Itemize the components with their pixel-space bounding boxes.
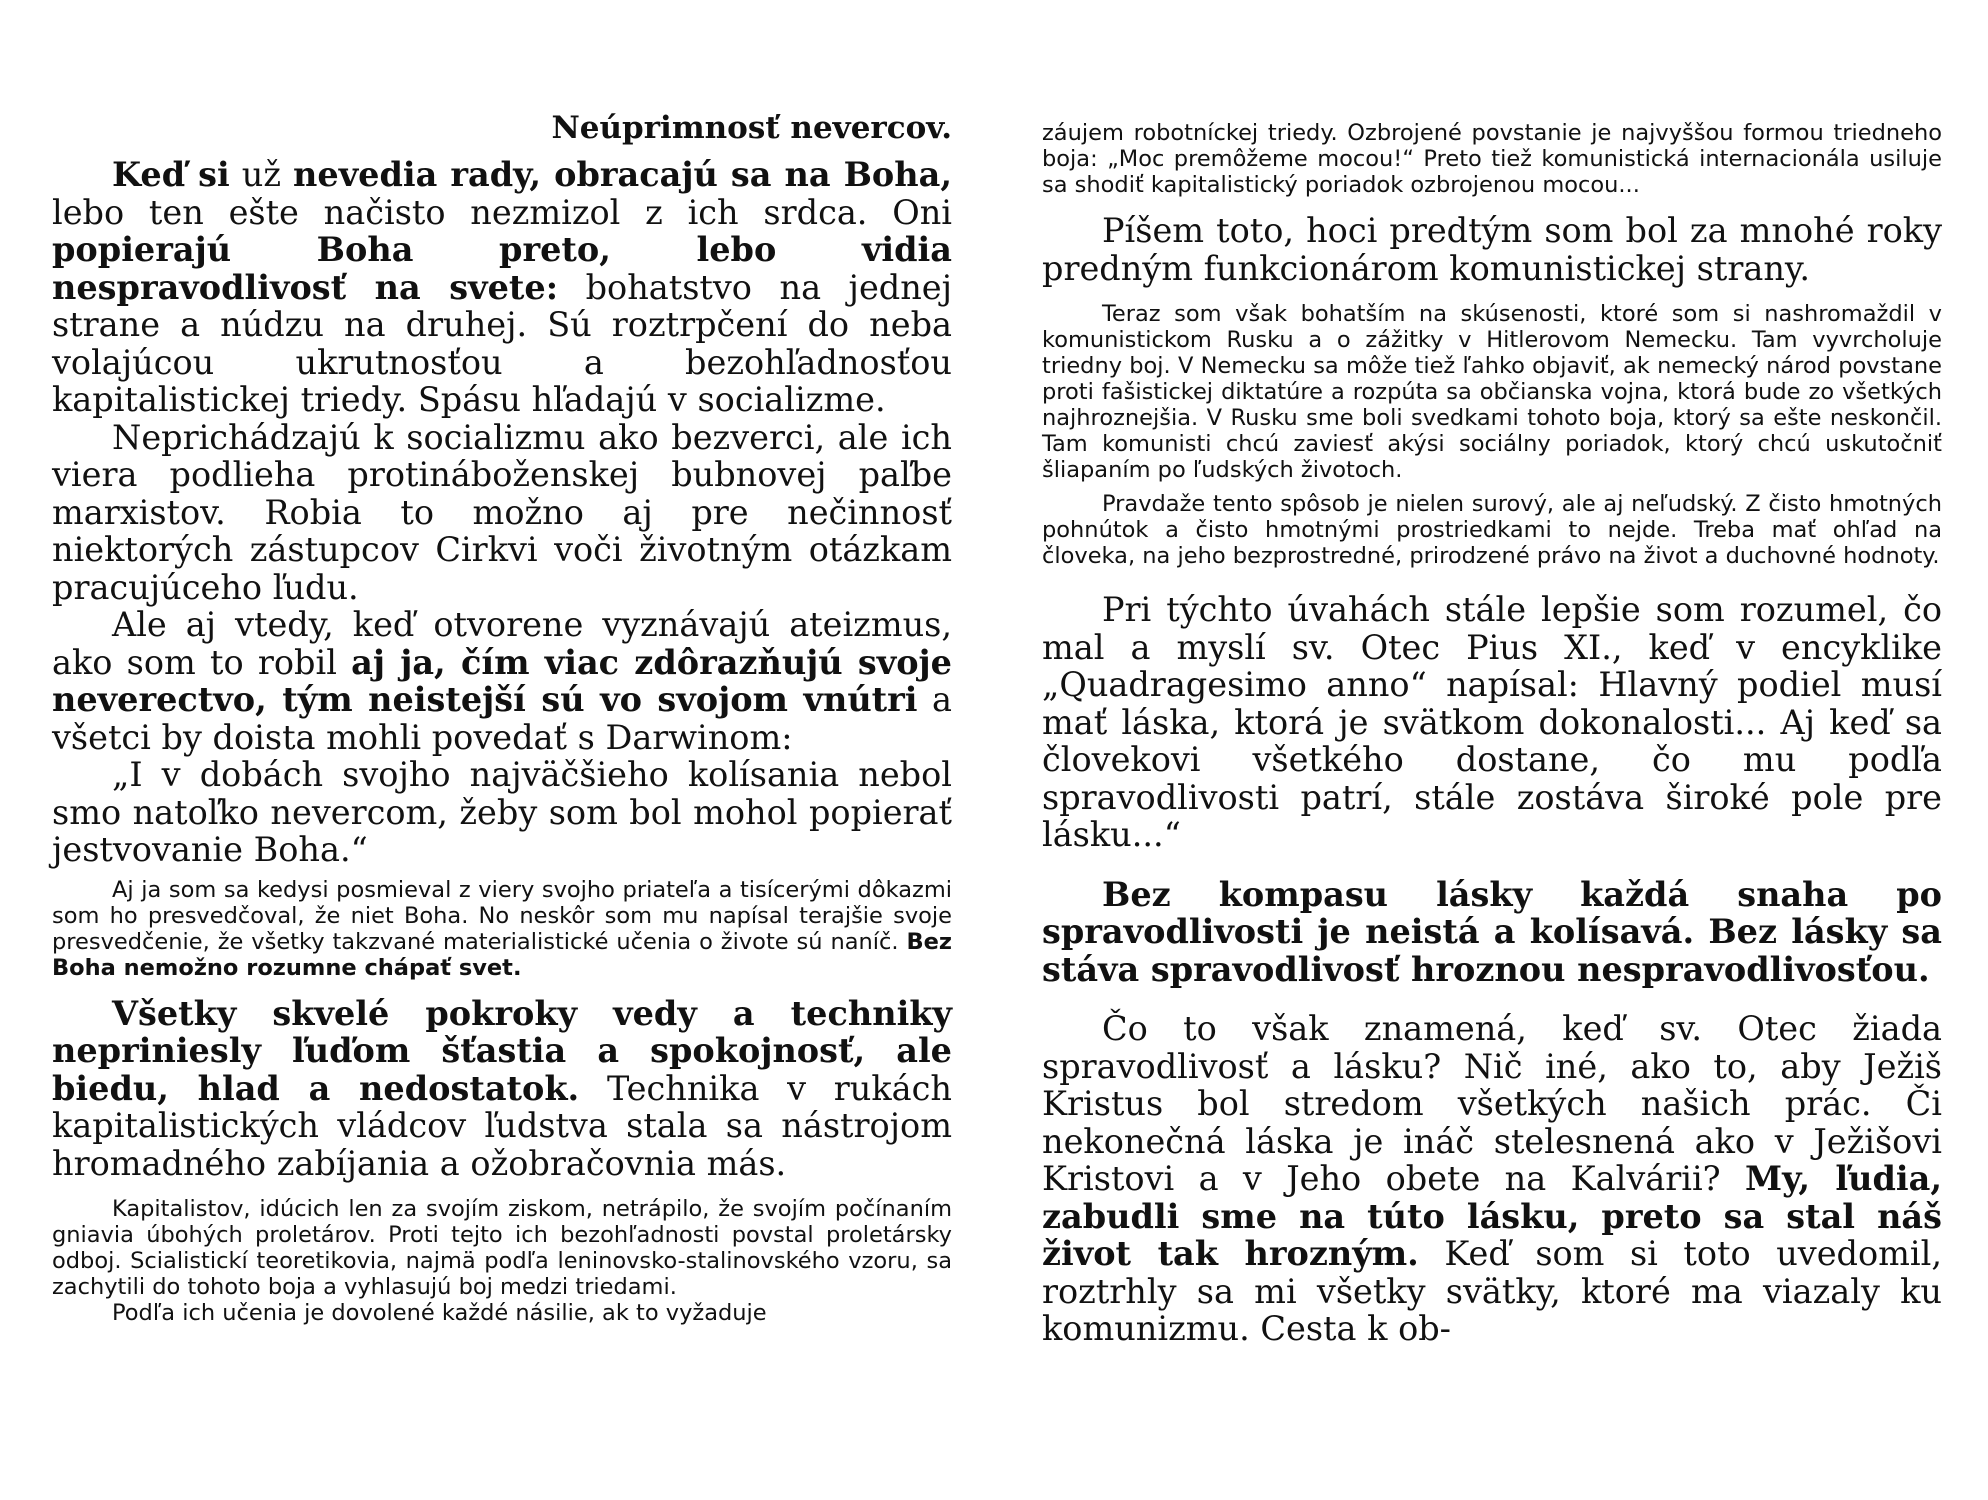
body-text: Aj ja som sa kedysi posmieval z viery svojho priateľa a tisícerými dôkazmi som ho presvedčoval, že niet Boha. No neskôr som mu napísal terajšie svoje presvedčenie, že všetky takzvané materialistické učenia o živote sú naníč. (52, 876, 952, 955)
paragraph-r6-bold: Bez kompasu lásky každá snaha po spravodlivosti je neistá a kolísavá. Bez lásky sa stáva spravodlivosť hroznou nespravodlivosťou. (1042, 874, 1942, 989)
bold-text: Všetky skvelé pokroky vedy a techniky nepriniesly ľuďom šťastia a spokojnosť, ale biedu, hlad a nedostatok. (52, 993, 952, 1108)
body-text: a všetci by doista mohli povedať s Darwinom: (52, 680, 952, 757)
bold-text: Bez Boha nemožno rozumne chápať svet. (52, 928, 952, 981)
paragraph-2: Neprichádzajú k socializmu ako bezverci, ale ich viera podlieha protináboženskej bubnovej paľbe marxistov. Robia to možno aj pre nečinnosť niektorých zástupcov Cirkvi voči životným otázkam pracujúceho ľudu. (52, 417, 952, 607)
paragraph-6-small: Kapitalistov, idúcich len za svojím ziskom, netrápilo, že svojím počínaním gniavia úbohých proletárov. Proti tejto ich bezohľadnosti povstal proletársky odboj. Scialistickí teoretikovia, najmä podľa leninovsko-stalinovského vzoru, sa zachytili do tohoto boja a vyhlasujú boj medzi triedami. (52, 1196, 952, 1300)
body-text: už (229, 155, 294, 194)
body-text: lebo ten ešte načisto nezmizol z ich srdca. Oni (52, 192, 952, 232)
darwin-quote: „I v dobách svojho najväčšieho kolísania nebol smo natoľko nevercom, žeby som bol mohol popierať jestvovanie Boha.“ (52, 755, 952, 869)
bold-text: popierajú Boha preto, lebo vidia nespravodlivosť na svete: (52, 230, 952, 307)
section-heading: Neúprimnosť nevercov. (551, 110, 952, 146)
body-text: Ale aj vtedy, keď otvorene vyznávajú ateizmus, ako som to robil (52, 605, 952, 682)
paragraph-3 (52, 606, 952, 756)
right-column (1042, 120, 1942, 1348)
left-column (52, 108, 952, 1326)
bold-text: nevedia rady, obracajú sa na Boha, (293, 155, 952, 194)
bold-text: Keď si (112, 155, 230, 194)
body-text: Technika v rukách kapitalistických vládcov ľudstva stala sa nástrojom hromadného zabíjania a ožobračovnia más. (52, 1068, 952, 1183)
paragraph-r2: Píšem toto, hoci predtým som bol za mnohé roky predným funkcionárom komunistickej strany. (1042, 211, 1942, 288)
body-text: Keď som si toto uvedomil, roztrhly sa mi všetky svätky, ktoré ma viazaly ku komunizmu. Cesta k ob- (1042, 1234, 1943, 1348)
paragraph-7-small: Podľa ich učenia je dovolené každé násilie, ak to vyžaduje (112, 1300, 767, 1326)
bold-text: My, ľudia, zabudli sme na túto lásku, preto sa stal náš život tak hrozným. (1042, 1159, 1942, 1273)
paragraph-5 (52, 995, 952, 1183)
bold-text: aj ja, čím viac zdôrazňujú svoje neverectvo, tým neistejší sú vo svojom vnútri (52, 642, 952, 719)
paragraph-4-small (52, 877, 952, 981)
paragraph-r5: Pri týchto úvahách stále lepšie som rozumel, čo mal a myslí sv. Otec Pius XI., keď v encyklike „Quadragesimo anno“ napísal: Hlavný podiel musí mať láska, ktorá je svätkom dokonalosti... Aj keď sa človekovi všetkého dostane, čo mu podľa spravodlivosti patrí, stále zostáva široké pole pre lásku...“ (1042, 590, 1942, 854)
body-text: bohatstvo na jednej strane a núdzu na druhej. Sú roztrpčení do neba volajúcou ukrutnosťou a bezohľadnosťou kapitalistickej triedy. Spásu hľadajú v socializme. (52, 267, 953, 419)
paragraph-r1-small: záujem robotníckej triedy. Ozbrojené povstanie je najvyššou formou triedneho boja: „Moc premôžeme mocou!“ Preto tiež komunistická internacionála usiluje sa shodiť kapitalistický poriadok ozbrojenou mocou... (1042, 120, 1942, 198)
paragraph-1 (52, 156, 952, 419)
paragraph-r4-small: Pravdaže tento spôsob je nielen surový, ale aj neľudský. Z čisto hmotných pohnútok a čisto hmotnými prostriedkami to nejde. Treba mať ohľad na človeka, na jeho bezprostredné, prirodzené právo na život a duchovné hodnoty. (1042, 491, 1942, 569)
paragraph-r7 (1042, 1010, 1942, 1348)
paragraph-r3-small: Teraz som však bohatším na skúsenosti, ktoré som si nashromaždil v komunistickom Rusku a o zážitky v Hitlerovom Nemecku. Tam vyvrcholuje triedny boj. V Nemecku sa môže tiež ľahko objaviť, ak nemecký národ povstane proti fašistickej diktatúre a rozpúta sa občianska vojna, ktorá bude zo všetkých najhroznejšia. V Rusku sme boli svedkami tohoto boja, ktorý sa ešte neskončil. Tam komunisti chcú zaviesť akýsi sociálny poriadok, ktorý chcú uskutočniť šliapaním po ľudských životoch. (1042, 301, 1942, 483)
body-text: Čo to však znamená, keď sv. Otec žiada spravodlivosť a lásku? Nič iné, ako to, aby Ježiš Kristus bol stredom všetkých našich prác. Či nekonečná láska je ináč stelesnená ako v Ježišovi Kristovi a v Jeho obete na Kalvárii? (1042, 1009, 1942, 1198)
